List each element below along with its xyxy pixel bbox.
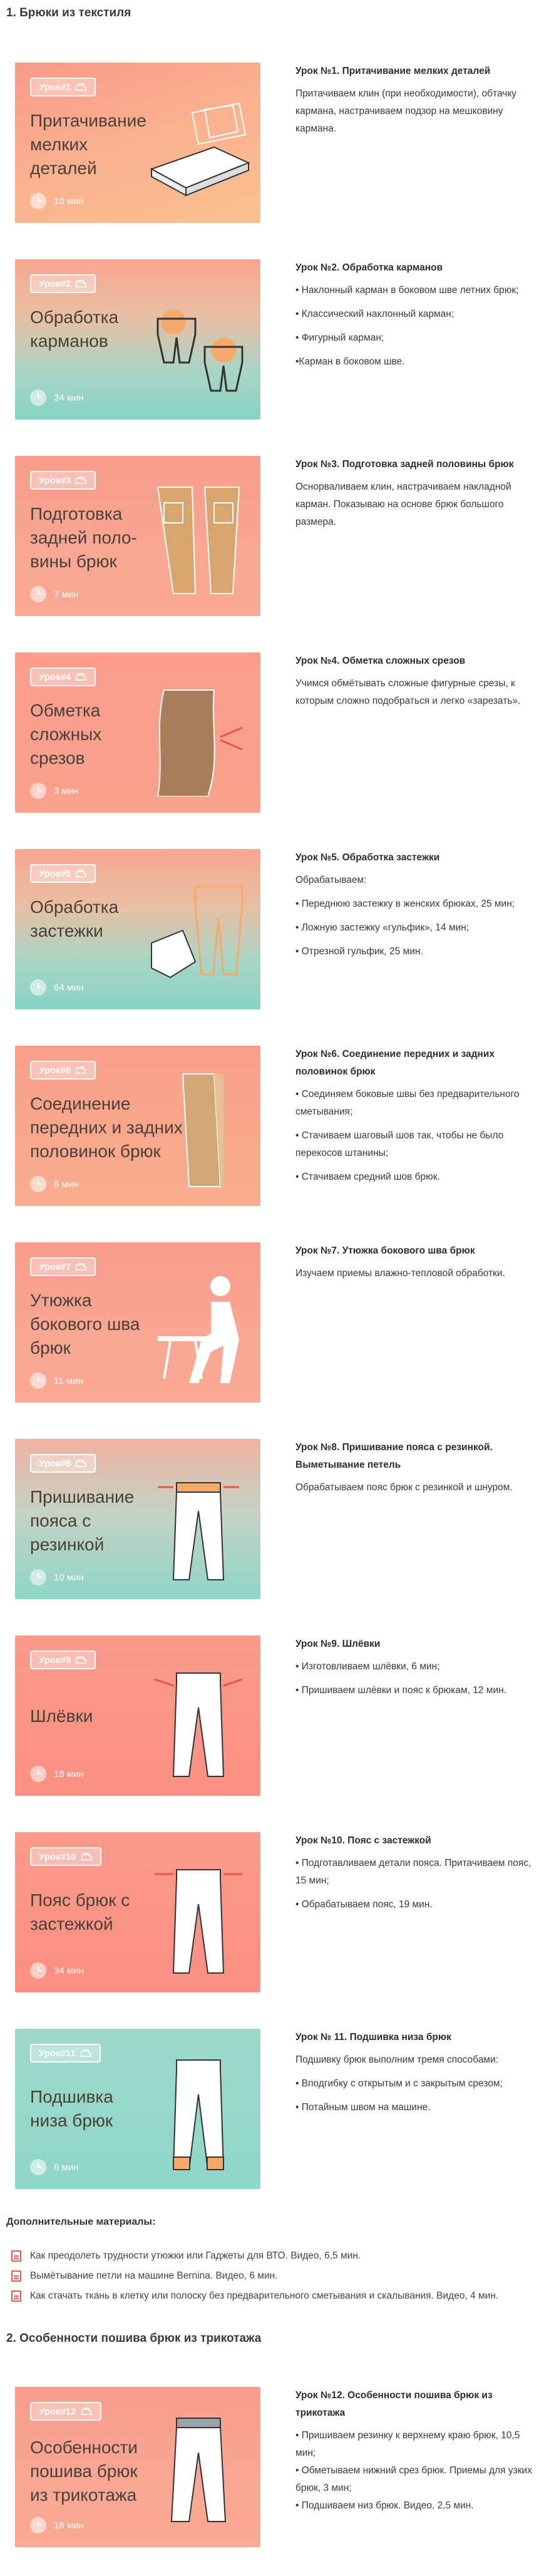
lesson-card-5[interactable] bbox=[15, 849, 260, 1009]
lesson-description-12 bbox=[295, 2387, 540, 2515]
sewing-machine-icon bbox=[74, 279, 87, 288]
extra-materials-list bbox=[8, 2248, 540, 2308]
lesson-duration: 8 мин bbox=[30, 1176, 79, 1192]
extra-material-link[interactable]: Вымётывание петли на машине Bernina. Видео, 6 мин. bbox=[8, 2268, 540, 2284]
lesson-description-1 bbox=[295, 63, 540, 144]
lesson-tag: Урок#6 bbox=[30, 1061, 96, 1079]
lesson-description-text: • Соединяем боковые швы без предварительного сметывания; bbox=[295, 1089, 520, 1117]
lesson-name: Соединение передних и задних половинок брюк bbox=[30, 1094, 183, 1161]
lesson-description-text: • Подготавливаем детали пояса. Притачиваем пояс, 15 мин; bbox=[295, 1858, 531, 1886]
lesson-tag: Урок#1 bbox=[30, 78, 96, 96]
knit-joggers-illustration bbox=[145, 2412, 252, 2531]
lesson-name: Утюжка бокового шва брюк bbox=[30, 1291, 140, 1358]
clock-icon bbox=[30, 2517, 46, 2533]
lesson-tag: Урок#10 bbox=[30, 1847, 101, 1866]
clock-icon bbox=[30, 783, 46, 799]
lesson-duration: 64 мин bbox=[30, 979, 84, 996]
lesson-duration: 11 мин bbox=[30, 1373, 83, 1389]
lesson-description-text: Притачиваем клин (при необходимости), обтачку кармана, настрачиваем подзор на мешковину кармана. bbox=[295, 88, 517, 134]
lesson-description-text: Обрабатываем пояс брюк с резинкой и шнуром. bbox=[295, 1482, 513, 1493]
lesson-description-11 bbox=[295, 2029, 540, 2123]
lesson-name: Пришивание пояса с резинкой bbox=[30, 1487, 135, 1554]
lesson-description-text: • Вподгибку с открытым и с закрытым срезом; bbox=[295, 2078, 503, 2089]
extra-material-link[interactable]: Как стачать ткань в клетку или полоску без предварительного сметывания и скалывания. Видео, 4 мин. bbox=[8, 2288, 540, 2304]
lesson-tag: Урок#8 bbox=[30, 1454, 96, 1473]
lesson-description-text: Обрабатываем: bbox=[295, 875, 367, 885]
fabric-edge-illustration bbox=[145, 677, 252, 796]
section-title-textile: 1. Брюки из текстиля bbox=[6, 6, 131, 19]
pdf-icon bbox=[11, 2250, 21, 2262]
lesson-description-text: • Стачиваем шаговый шов так, чтобы не было перекосов штанины; bbox=[295, 1130, 504, 1158]
lesson-duration: 7 мин bbox=[30, 586, 79, 602]
lesson-description-title: Урок №10. Пояс с застежкой bbox=[295, 1835, 431, 1846]
lesson-name: Подготовка задней поло-вины брюк bbox=[30, 504, 137, 571]
lesson-description-title: Урок №6. Соединение передних и задних половинок брюк bbox=[295, 1049, 495, 1077]
lesson-tag: Урок#3 bbox=[30, 471, 96, 490]
lesson-card-4[interactable] bbox=[15, 652, 260, 813]
lesson-description-text: • Обрабатываем пояс, 19 мин. bbox=[295, 1899, 433, 1910]
lesson-tag: Урок#9 bbox=[30, 1651, 96, 1669]
lesson-description-text: Изучаем приемы влажно-тепловой обработки. bbox=[295, 1268, 505, 1279]
lesson-card-9[interactable] bbox=[15, 1636, 260, 1796]
lesson-tag: Урок#12 bbox=[30, 2402, 101, 2421]
lesson-description-title: Урок №8. Пришивание пояса с резинкой. Выметывание петель bbox=[295, 1442, 493, 1470]
lesson-duration: 10 мин bbox=[30, 193, 84, 209]
lesson-description-text: • Обметываем нижний срез брюк. Приемы для узких брюк, 3 мин; bbox=[295, 2465, 532, 2493]
lesson-name: Пояс брюк с застежкой bbox=[30, 1890, 130, 1934]
lesson-description-2 bbox=[295, 259, 540, 377]
lesson-duration: 34 мин bbox=[30, 389, 84, 406]
sewing-machine-icon bbox=[74, 1262, 87, 1271]
lesson-description-text: • Классический наклонный карман; bbox=[295, 309, 454, 319]
pants-halves-illustration bbox=[145, 1071, 252, 1190]
lesson-card-8[interactable] bbox=[15, 1439, 260, 1599]
belt-loops-pants-illustration bbox=[145, 1661, 252, 1780]
lesson-description-4 bbox=[295, 652, 540, 716]
lesson-description-3 bbox=[295, 456, 540, 537]
lesson-description-text: • Переднюю застежку в женских брюках, 25 мин; bbox=[295, 899, 515, 909]
sewing-machine-icon bbox=[80, 1852, 93, 1861]
back-pants-illustration bbox=[145, 481, 252, 600]
lesson-card-7[interactable] bbox=[15, 1242, 260, 1403]
pdf-icon bbox=[11, 2270, 21, 2282]
lesson-description-text: • Потайным швом на машине. bbox=[295, 2102, 431, 2113]
lesson-description-text: • Изготовливаем шлёвки, 6 мин; bbox=[295, 1661, 440, 1672]
lesson-card-10[interactable] bbox=[15, 1832, 260, 1992]
clock-icon bbox=[30, 2159, 46, 2175]
lesson-card-1[interactable] bbox=[15, 63, 260, 223]
lesson-card-12[interactable] bbox=[15, 2387, 260, 2547]
sewing-machine-icon bbox=[80, 2407, 93, 2416]
lesson-description-title: Урок №3. Подготовка задней половины брюк bbox=[295, 459, 514, 470]
lesson-duration: 18 мин bbox=[30, 1766, 84, 1782]
ironing-person-illustration bbox=[145, 1267, 252, 1386]
clock-icon bbox=[30, 389, 46, 406]
lesson-name: Обработка застежки bbox=[30, 897, 119, 940]
lesson-card-6[interactable] bbox=[15, 1046, 260, 1206]
lesson-name: Подшивка низа брюк bbox=[30, 2087, 113, 2130]
lesson-description-title: Урок №12. Особенности пошива брюк из трикотажа bbox=[295, 2390, 493, 2418]
lesson-tag: Урок#2 bbox=[30, 274, 96, 293]
lesson-description-text: • Наклонный карман в боковом шве летних брюк; bbox=[295, 285, 519, 296]
lesson-duration: 16 мин bbox=[30, 2517, 84, 2533]
lesson-description-6 bbox=[295, 1046, 540, 1192]
lesson-tag: Урок#11 bbox=[30, 2044, 101, 2063]
sewing-machine-icon bbox=[74, 869, 87, 878]
lesson-name: Особенности пошива брюк из трикотажа bbox=[30, 2438, 138, 2505]
clock-icon bbox=[30, 1569, 46, 1585]
lesson-duration: 6 мин bbox=[30, 2159, 79, 2175]
sewing-machine-icon bbox=[80, 2049, 92, 2058]
extra-materials-title: Дополнительные материалы: bbox=[6, 2217, 156, 2227]
lesson-duration: 34 мин bbox=[30, 1962, 84, 1979]
lesson-description-text: • Ложную застежку «гульфик», 14 мин; bbox=[295, 922, 469, 933]
sewing-machine-icon bbox=[74, 1459, 87, 1468]
pdf-icon bbox=[11, 2290, 21, 2302]
lesson-name: Обработка карманов bbox=[30, 307, 119, 351]
lesson-description-title: Урок №5. Обработка застежки bbox=[295, 852, 440, 863]
lesson-description-title: Урок №2. Обработка карманов bbox=[295, 262, 443, 273]
lesson-description-9 bbox=[295, 1636, 540, 1706]
clock-icon bbox=[30, 1373, 46, 1389]
shorts-pockets-illustration bbox=[145, 284, 252, 403]
lesson-description-7 bbox=[295, 1242, 540, 1289]
lesson-description-text: • Подшиваем низ брюк. Видео, 2,5 мин. bbox=[295, 2500, 474, 2511]
elastic-waist-pants-illustration bbox=[145, 1464, 252, 1583]
fabric-pieces-illustration bbox=[145, 88, 252, 207]
hem-pants-illustration bbox=[145, 2054, 252, 2173]
lesson-tag: Урок#5 bbox=[30, 864, 96, 883]
lesson-name: Притачивание мелких деталей bbox=[30, 111, 146, 178]
lesson-description-title: Урок №1. Притачивание мелких деталей bbox=[295, 66, 491, 76]
sewing-machine-icon bbox=[74, 672, 87, 681]
lesson-tag: Урок#4 bbox=[30, 667, 96, 686]
lesson-description-text: Учимся обмётывать сложные фигурные срезы, к которым сложно подобраться и легко «зарезать». bbox=[295, 678, 521, 706]
lesson-card-3[interactable] bbox=[15, 456, 260, 616]
lesson-card-11[interactable] bbox=[15, 2029, 260, 2189]
clock-icon bbox=[30, 979, 46, 996]
lesson-description-text: •Карман в боковом шве. bbox=[295, 356, 405, 367]
clock-icon bbox=[30, 1766, 46, 1782]
clock-icon bbox=[30, 1962, 46, 1979]
lesson-description-text: • Стачиваем средний шов брюк. bbox=[295, 1172, 440, 1182]
section-title-knitwear: 2. Особенности пошива брюк из трикотажа bbox=[6, 2332, 262, 2345]
waistband-pants-illustration bbox=[145, 1857, 252, 1976]
lesson-description-8 bbox=[295, 1439, 540, 1503]
lesson-description-text: • Пришиваем шлёвки и пояс к брюкам, 12 мин. bbox=[295, 1685, 506, 1696]
lesson-description-10 bbox=[295, 1832, 540, 1920]
sewing-machine-icon bbox=[74, 476, 87, 485]
lesson-duration: 3 мин bbox=[30, 783, 79, 799]
lesson-description-title: Урок №9. Шлёвки bbox=[295, 1639, 381, 1649]
clock-icon bbox=[30, 193, 46, 209]
lesson-description-title: Урок №7. Утюжка бокового шва брюк bbox=[295, 1245, 475, 1256]
lesson-description-text: Подшивку брюк выполним тремя способами: bbox=[295, 2054, 499, 2065]
lesson-description-title: Урок № 11. Подшивка низа брюк bbox=[295, 2032, 451, 2043]
lesson-description-5 bbox=[295, 849, 540, 967]
lesson-description-title: Урок №4. Обметка сложных срезов bbox=[295, 656, 466, 666]
lesson-description-text: • Отрезной гульфик, 25 мин. bbox=[295, 946, 423, 957]
sewing-machine-icon bbox=[74, 1656, 87, 1664]
lesson-duration: 10 мин bbox=[30, 1569, 84, 1585]
lesson-card-2[interactable] bbox=[15, 259, 260, 420]
clock-icon bbox=[30, 586, 46, 602]
lesson-name: Шлёвки bbox=[30, 1706, 93, 1726]
lesson-description-text: Оснорваливаем клин, настрачиваем накладной карман. Показываю на основе брюк большого размера. bbox=[295, 482, 511, 527]
sewing-machine-icon bbox=[74, 83, 87, 91]
clock-icon bbox=[30, 1176, 46, 1192]
extra-material-link[interactable]: Как преодолеть трудности утюжки или Гаджеты для ВТО. Видео, 6,5 мин. bbox=[8, 2248, 540, 2264]
lesson-description-text: • Пришиваем резинку к верхнему краю брюк, 10,5 мин; bbox=[295, 2430, 520, 2458]
sewing-machine-icon bbox=[74, 1066, 87, 1074]
lesson-tag: Урок#7 bbox=[30, 1257, 96, 1276]
lesson-name: Обметка сложных срезов bbox=[30, 701, 102, 768]
zipper-pants-illustration bbox=[145, 874, 252, 993]
lesson-description-text: • Фигурный карман; bbox=[295, 332, 384, 343]
